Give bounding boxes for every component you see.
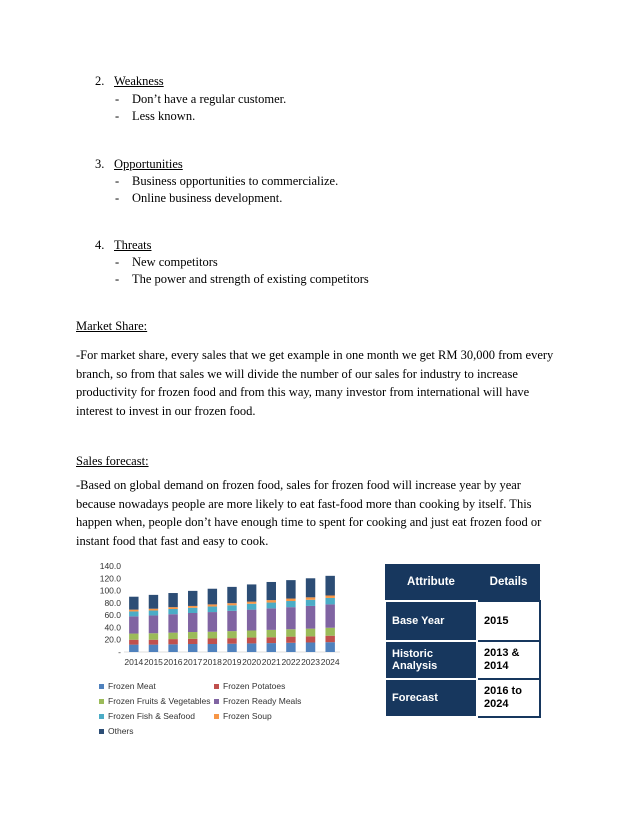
bar-segment bbox=[188, 632, 197, 639]
legend-swatch bbox=[99, 714, 104, 719]
bar-segment bbox=[227, 605, 236, 611]
bar-segment bbox=[208, 589, 217, 605]
market-share-heading: Market Share: bbox=[76, 319, 148, 333]
bar-segment bbox=[208, 638, 217, 644]
y-tick-label: 140.0 bbox=[99, 561, 121, 571]
list-number: 2. bbox=[95, 74, 105, 88]
sales-forecast-chart bbox=[94, 560, 344, 672]
bar-segment bbox=[306, 629, 315, 637]
bar-segment bbox=[247, 643, 256, 652]
bar-segment bbox=[208, 607, 217, 613]
bar-segment bbox=[188, 606, 197, 608]
x-tick-label: 2016 bbox=[163, 657, 183, 667]
legend-item-frozen-fruits-vegetables: Frozen Fruits & Vegetables bbox=[99, 696, 211, 706]
bar-segment bbox=[267, 643, 276, 652]
market-share-paragraph: -For market share, every sales that we get example in one month we get RM 30,000 from every branch, so from that sales we will divide the number of our sales for industry to increase productivity for frozen food and from this way, many investor from international will have interest to invest in our frozen food. bbox=[76, 348, 554, 418]
list-item: Less known. bbox=[132, 109, 196, 123]
bar-segment bbox=[129, 610, 138, 612]
bar-segment bbox=[168, 607, 177, 609]
bar-segment bbox=[325, 628, 334, 636]
table-row bbox=[385, 601, 540, 641]
bar-segment bbox=[208, 632, 217, 639]
bar-segment bbox=[247, 638, 256, 644]
bar-segment bbox=[286, 643, 295, 652]
list-item: Don’t have a regular customer. bbox=[132, 92, 287, 106]
legend-swatch bbox=[99, 684, 104, 689]
list-item: Online business development. bbox=[132, 191, 283, 205]
legend-item-frozen-meat: Frozen Meat bbox=[99, 681, 156, 691]
legend-swatch bbox=[214, 714, 219, 719]
bar-segment bbox=[286, 607, 295, 629]
bar-segment bbox=[306, 578, 315, 597]
table-header-row bbox=[385, 564, 540, 601]
x-tick-label: 2023 bbox=[301, 657, 321, 667]
legend-item-frozen-ready-meals: Frozen Ready Meals bbox=[214, 696, 301, 706]
bar-segment bbox=[247, 610, 256, 631]
legend-swatch bbox=[99, 729, 104, 734]
legend-swatch bbox=[99, 699, 104, 704]
bar-segment bbox=[247, 602, 256, 604]
bar-segment bbox=[286, 580, 295, 598]
bar-segment bbox=[188, 644, 197, 652]
bar-segment bbox=[168, 614, 177, 632]
bar-segment bbox=[286, 629, 295, 636]
list-item: Business opportunities to commercialize. bbox=[132, 174, 339, 188]
y-tick-label: 60.0 bbox=[104, 610, 121, 621]
table-cell-value: 2016 to 2024 bbox=[477, 679, 540, 717]
y-tick-label: 40.0 bbox=[104, 622, 121, 633]
legend-swatch bbox=[214, 684, 219, 689]
legend-item-frozen-fish-seafood: Frozen Fish & Seafood bbox=[99, 711, 195, 721]
bar-segment bbox=[306, 642, 315, 652]
dash: - bbox=[115, 109, 120, 123]
x-tick-label: 2022 bbox=[281, 657, 301, 667]
bar-segment bbox=[149, 609, 158, 611]
x-tick-label: 2019 bbox=[222, 657, 242, 667]
bar-segment bbox=[227, 603, 236, 605]
bar-segment bbox=[325, 642, 334, 652]
bar-segment bbox=[306, 597, 315, 599]
bar-segment bbox=[168, 639, 177, 644]
table-cell-key: Forecast bbox=[385, 679, 477, 717]
legend-item-frozen-potatoes: Frozen Potatoes bbox=[214, 681, 285, 691]
bar-segment bbox=[129, 640, 138, 645]
bar-segment bbox=[149, 611, 158, 616]
bar-segment bbox=[306, 600, 315, 606]
table-header: Details bbox=[477, 564, 540, 601]
bar-segment bbox=[325, 595, 334, 597]
bar-segment bbox=[227, 587, 236, 603]
attribute-table bbox=[384, 564, 541, 718]
table-cell-value: 2015 bbox=[477, 601, 540, 641]
bar-segment bbox=[129, 634, 138, 640]
bar-segment bbox=[188, 639, 197, 644]
swot-heading: Threats bbox=[114, 238, 152, 252]
list-item: The power and strength of existing competitors bbox=[132, 272, 369, 286]
bar-segment bbox=[129, 611, 138, 616]
bar-segment bbox=[325, 636, 334, 642]
bar-segment bbox=[227, 631, 236, 638]
y-tick-label: 20.0 bbox=[104, 634, 121, 645]
bar-segment bbox=[267, 582, 276, 600]
bar-segment bbox=[149, 595, 158, 609]
list-number: 4. bbox=[95, 238, 105, 252]
dash: - bbox=[115, 174, 120, 188]
bar-segment bbox=[227, 644, 236, 652]
bar-segment bbox=[267, 600, 276, 602]
bar-segment bbox=[208, 604, 217, 606]
x-tick-label: 2020 bbox=[242, 657, 262, 667]
sales-forecast-paragraph: -Based on global demand on frozen food, sales for frozen food will increase year by year because nowadays people are more likely to eat fast-food more than cooking by itself. This happen when, people don’t have enough time to spent for cooking and just eat frozen food or instant food that fast and easy to cook. bbox=[76, 478, 542, 548]
dash: - bbox=[115, 255, 120, 269]
x-tick-label: 2015 bbox=[143, 657, 163, 667]
x-tick-label: 2014 bbox=[124, 657, 144, 667]
x-tick-label: 2018 bbox=[202, 657, 222, 667]
list-item: New competitors bbox=[132, 255, 218, 269]
bar-segment bbox=[227, 611, 236, 631]
legend-swatch bbox=[214, 699, 219, 704]
bar-segment bbox=[149, 633, 158, 639]
dash: - bbox=[115, 272, 120, 286]
bar-segment bbox=[286, 637, 295, 643]
table-cell-key: Historic Analysis bbox=[385, 641, 477, 679]
bar-segment bbox=[267, 630, 276, 637]
bar-segment bbox=[306, 636, 315, 642]
bar-segment bbox=[149, 645, 158, 652]
bar-segment bbox=[188, 613, 197, 632]
bar-segment bbox=[208, 644, 217, 652]
y-tick-label: 80.0 bbox=[104, 597, 121, 608]
bar-segment bbox=[168, 609, 177, 614]
table-header: Attribute bbox=[385, 564, 477, 601]
bar-segment bbox=[325, 598, 334, 604]
bar-segment bbox=[286, 601, 295, 607]
bar-segment bbox=[267, 603, 276, 609]
bar-segment bbox=[286, 599, 295, 601]
bar-segment bbox=[267, 608, 276, 630]
bar-segment bbox=[325, 576, 334, 596]
bar-segment bbox=[247, 631, 256, 638]
y-tick-label: 120.0 bbox=[99, 573, 121, 584]
bar-segment bbox=[149, 640, 158, 645]
bar-segment bbox=[227, 638, 236, 644]
swot-heading: Weakness bbox=[114, 74, 164, 88]
dash: - bbox=[115, 191, 120, 205]
list-number: 3. bbox=[95, 157, 105, 171]
table-cell-value: 2013 & 2014 bbox=[477, 641, 540, 679]
bar-segment bbox=[247, 604, 256, 610]
bar-segment bbox=[129, 645, 138, 652]
bar-segment bbox=[188, 591, 197, 606]
x-tick-label: 2021 bbox=[261, 657, 281, 667]
y-tick-label: 100.0 bbox=[99, 585, 121, 596]
dash: - bbox=[115, 92, 120, 106]
legend-item-others: Others bbox=[99, 726, 134, 736]
bar-segment bbox=[208, 612, 217, 632]
x-tick-label: 2017 bbox=[183, 657, 203, 667]
table-row bbox=[385, 641, 540, 679]
sales-forecast-heading: Sales forecast: bbox=[76, 454, 149, 468]
bar-segment bbox=[247, 584, 256, 601]
bar-segment bbox=[267, 637, 276, 643]
table-cell-key: Base Year bbox=[385, 601, 477, 641]
y-tick-label: - bbox=[118, 647, 121, 657]
bar-segment bbox=[168, 633, 177, 639]
table-row bbox=[385, 679, 540, 717]
bar-segment bbox=[149, 615, 158, 633]
bar-segment bbox=[129, 616, 138, 633]
bar-segment bbox=[306, 606, 315, 629]
bar-segment bbox=[325, 604, 334, 627]
bar-segment bbox=[129, 597, 138, 610]
legend-item-frozen-soup: Frozen Soup bbox=[214, 711, 272, 721]
x-tick-label: 2024 bbox=[320, 657, 340, 667]
bar-segment bbox=[188, 608, 197, 613]
bar-segment bbox=[168, 644, 177, 652]
bar-segment bbox=[168, 593, 177, 607]
swot-heading: Opportunities bbox=[114, 157, 183, 171]
